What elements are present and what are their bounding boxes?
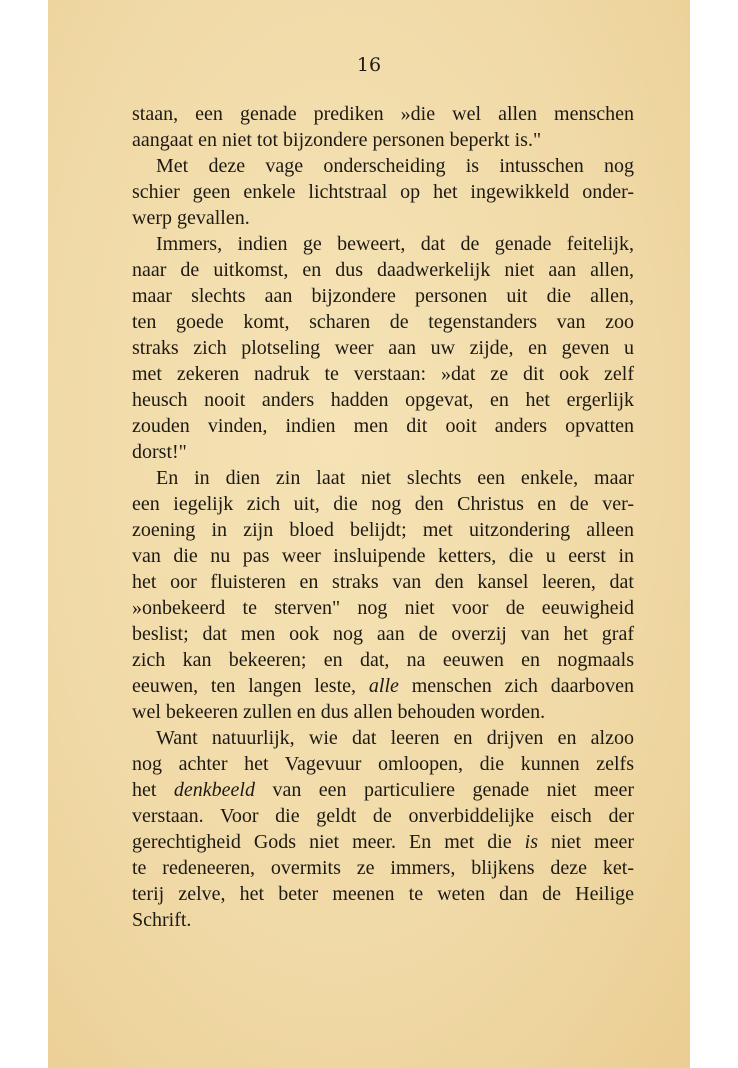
text-line-with-emphasis [132,673,634,699]
text-line: een iegelijk zich uit, die nog den Christus en de ver- [132,493,634,515]
text-line: naar de uitkomst, en dus daadwerkelijk niet aan allen, [132,259,634,281]
book-page [48,0,690,1068]
text-line: schier geen enkele lichtstraal op het ingewikkeld onder- [132,181,634,203]
text-line: ten goede komt, scharen de tegenstanders van zoo [132,311,634,333]
text-line-with-emphasis [132,777,634,803]
text-line: staan, een genade prediken »die wel allen menschen [132,103,634,125]
text-line: straks zich plotseling weer aan uw zijde, en geven u [132,337,634,359]
text-segment: niet meer [551,831,635,853]
paragraph-2 [132,153,634,231]
text-line: zich kan bekeeren; en dat, na eeuwen en nogmaals [132,649,634,671]
text-line: te redeneeren, overmits ze immers, blijkens deze ket- [132,857,634,879]
text-line: nog achter het Vagevuur omloopen, die kunnen zelfs [132,753,634,775]
paragraph-3 [132,231,634,465]
text-segment: het [132,779,157,801]
emphasis-alle: alle [368,675,399,697]
text-line: maar slechts aan bijzondere personen uit die allen, [132,285,634,307]
text-line: zoening in zijn bloed belijdt; met uitzondering alleen [132,519,634,541]
body-text [132,101,634,933]
text-line: verstaan. Voor die geldt de onverbiddelijke eisch der [132,805,634,827]
page-number: 16 [356,54,382,76]
emphasis-denkbeeld: denkbeeld [173,779,255,801]
text-line: aangaat en niet tot bijzondere personen beperkt is." [132,129,542,151]
paragraph-1 [132,101,634,153]
text-line: dorst!" [132,441,187,463]
text-line: van die nu pas weer insluipende ketters, die u eerst in [132,545,634,567]
text-line: Want natuurlijk, wie dat leeren en drijven en alzoo [156,727,634,749]
text-line: werp gevallen. [132,207,250,229]
text-segment: eeuwen, ten langen leste, [132,675,357,697]
text-line: Schrift. [132,909,192,931]
text-line: het oor fluisteren en straks van den kansel leeren, dat [132,571,634,593]
text-line: »onbekeerd te sterven" nog niet voor de eeuwigheid [132,597,634,619]
paragraph-4 [132,465,634,725]
text-line: zouden vinden, indien men dit ooit anders opvatten [132,415,634,437]
text-line: met zekeren nadruk te verstaan: »dat ze dit ook zelf [132,363,634,385]
text-line: beslist; dat men ook nog aan de overzij van het graf [132,623,634,645]
text-line: Met deze vage onderscheiding is intusschen nog [156,155,634,177]
text-segment: gerechtigheid Gods niet meer. En met die [132,831,512,853]
text-line: heusch nooit anders hadden opgevat, en het ergerlijk [132,389,634,411]
paragraph-5 [132,725,634,933]
text-line: En in dien zin laat niet slechts een enkele, maar [156,467,634,489]
text-segment: van een particuliere genade niet meer [272,779,635,801]
text-segment: menschen zich daarboven [411,675,635,697]
text-line: wel bekeeren zullen en dus allen behouden worden. [132,701,546,723]
text-line: Immers, indien ge beweert, dat de genade feitelijk, [156,233,634,255]
emphasis-is: is [524,831,539,853]
text-line-with-emphasis [132,829,634,855]
text-line: terij zelve, het beter meenen te weten dan de Heilige [132,883,634,905]
